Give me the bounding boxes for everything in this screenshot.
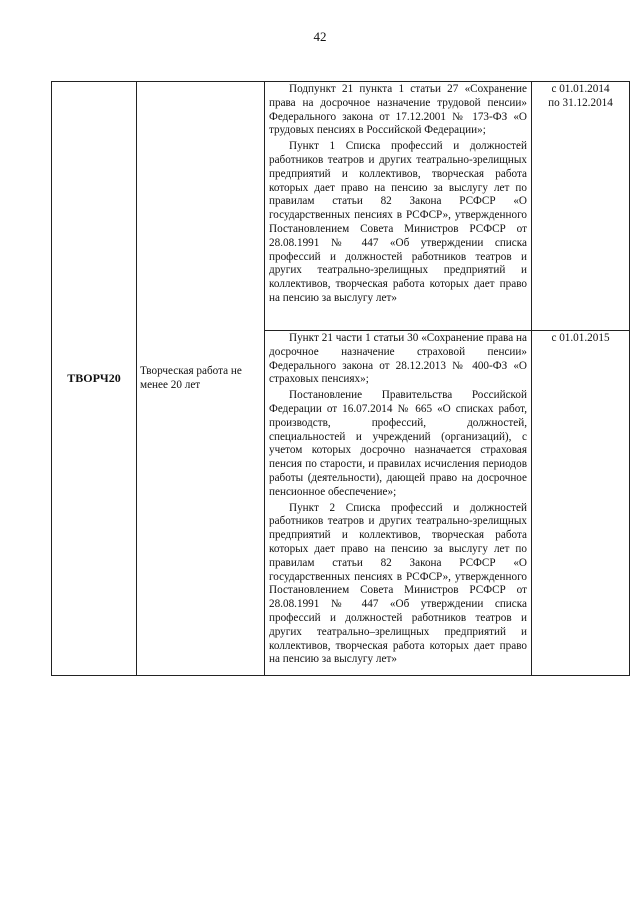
legal-basis-cell <box>265 82 532 331</box>
document-table <box>51 81 630 676</box>
legal-paragraph: Постановление Правительства Российской Федерации от 16.07.2014 № 665 «О списках работ, производств, профессий, должностей, специальностей и учреждений (организаций), с учетом которых досрочно назначается страховая пенсия по старости, и правилах исчисления периодов работы (деятельности), дающей право на досрочное пенсионное обеспечение»; <box>269 389 527 498</box>
legal-paragraph: Пункт 2 Списка профессий и должностей работников театров и других театрально-зрелищных предприятий и коллективов, творческая работа которых дает право на пенсию за выслугу лет по правилам статьи 82 Закона РСФСР «О государственных пенсиях в РСФСР», утвержденного Постановлением Совета Министров РСФСР от 28.08.1991 № 447 «Об утверждении списка профессий и должностей работников театров и других театрально–зрелищных предприятий и коллективов, творческая работа которых дает право на пенсию за выслугу лет» <box>269 501 527 666</box>
condition-cell: Творческая работа не менее 20 лет <box>137 82 265 676</box>
period-start: с 01.01.2014 <box>551 83 610 95</box>
period-end: по 31.12.2014 <box>548 96 613 109</box>
period-cell <box>532 82 630 331</box>
period-cell <box>532 331 630 676</box>
legal-paragraph: Пункт 21 части 1 статьи 30 «Сохранение права на досрочное назначение страховой пенсии» Федерального закона от 28.12.2013 № 400-ФЗ «О страховых пенсиях»; <box>269 332 527 386</box>
period-start: с 01.01.2015 <box>551 332 610 344</box>
legal-basis-cell <box>265 331 532 676</box>
legal-paragraph: Подпункт 21 пункта 1 статьи 27 «Сохранение права на досрочное назначение трудовой пенсии» Федерального закона от 17.12.2001 № 173-ФЗ «О трудовых пенсиях в Российской Федерации»; <box>269 83 527 137</box>
page-number: 42 <box>313 29 327 44</box>
code-cell: ТВОРЧ20 <box>52 82 137 676</box>
legal-paragraph: Пункт 1 Списка профессий и должностей работников театров и других театрально-зрелищных предприятий и коллективов, творческая работа которых дает право на пенсию за выслугу лет по правилам статьи 82 Закона РСФСР «О государственных пенсиях в РСФСР», утвержденного Постановлением Совета Министров РСФСР от 28.08.1991 № 447 «Об утверждении списка профессий и должностей работников театров и других театрально-зрелищных предприятий и коллективов, творческая работа которых дает право на пенсию за выслугу лет» <box>269 140 527 304</box>
table-row <box>52 82 630 331</box>
